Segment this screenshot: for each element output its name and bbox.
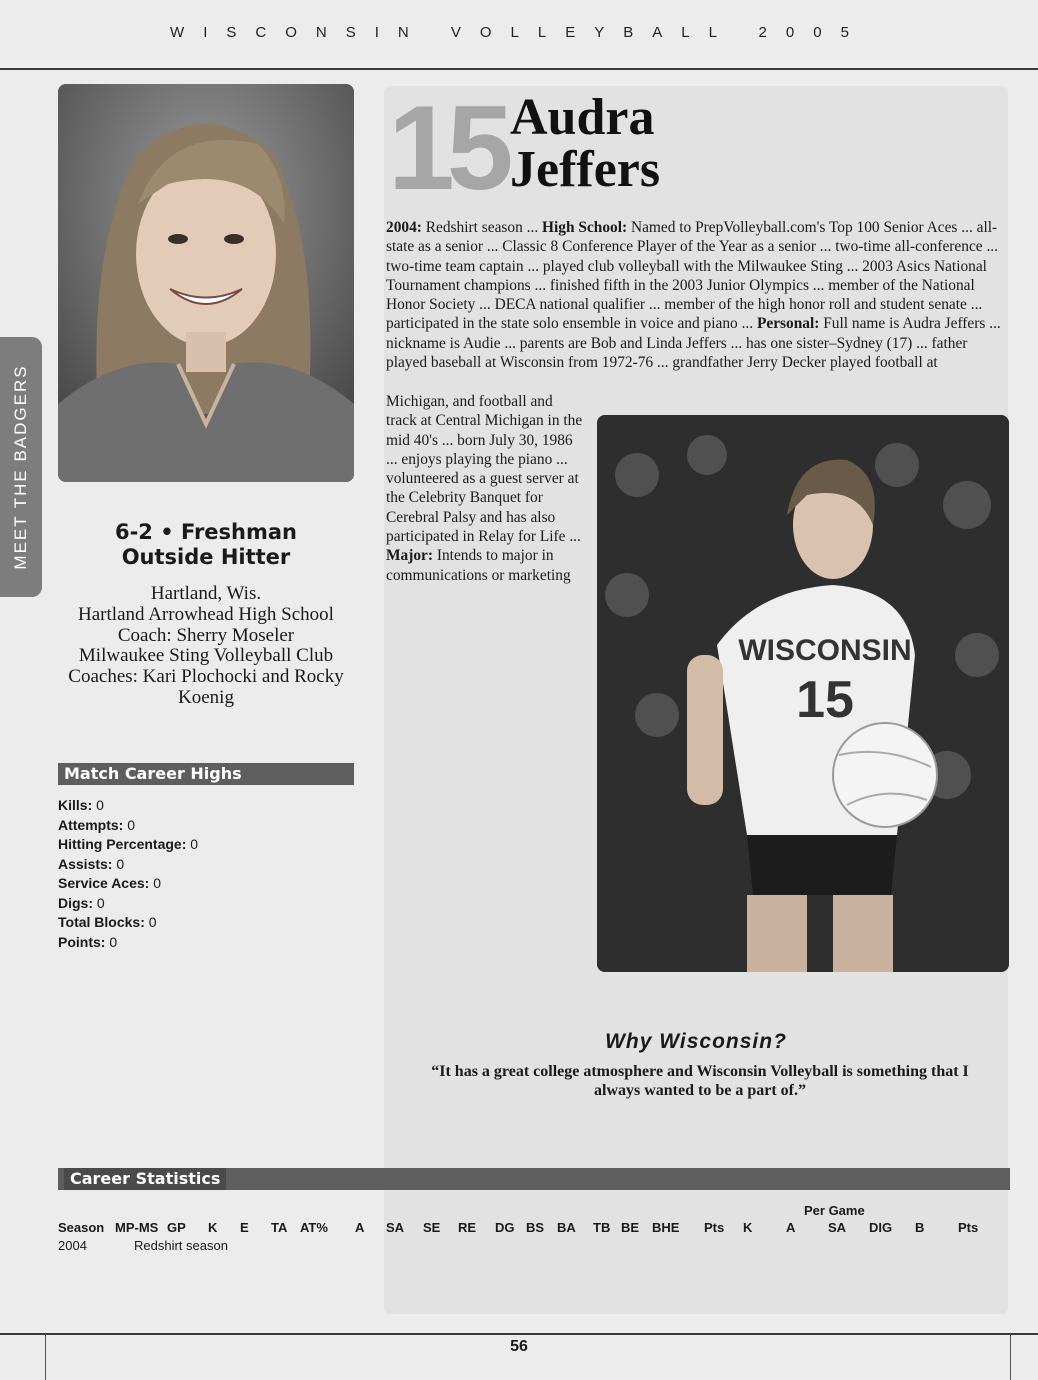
- career-highs-header: [58, 763, 354, 785]
- col-header: SA: [386, 1220, 405, 1235]
- player-last-name: Jeffers: [510, 141, 661, 198]
- note-cell: Redshirt season: [134, 1238, 228, 1253]
- bio-label: 2004:: [386, 219, 422, 236]
- col-header: MP-MS: [115, 1220, 159, 1235]
- table-row: [0, 1238, 1038, 1258]
- col-header: K: [743, 1220, 753, 1235]
- portrait-illustration: [58, 84, 354, 482]
- stat-line: Service Aces: 0: [58, 875, 162, 891]
- col-header: TB: [593, 1220, 611, 1235]
- hometown-info: [58, 584, 354, 709]
- stat-line: Assists: 0: [58, 855, 125, 872]
- career-stats-header: [58, 1168, 1010, 1190]
- hometown-line: Milwaukee Sting Volleyball Club: [78, 645, 334, 667]
- hometown-line: Hartland Arrowhead High School: [78, 603, 334, 625]
- section-tab-label: MEET THE BADGERS: [11, 364, 30, 570]
- career-stats-title: Career Statistics: [64, 1168, 226, 1190]
- header-rule: [0, 68, 1038, 70]
- col-header: E: [240, 1220, 249, 1235]
- page-number: 56: [510, 1338, 528, 1355]
- col-header: BS: [526, 1220, 545, 1235]
- stat-line: Kills: 0: [58, 797, 104, 813]
- col-header: RE: [458, 1220, 477, 1235]
- bio-label: Major:: [386, 547, 433, 565]
- player-name: [510, 89, 661, 198]
- per-game-label: Per Game: [804, 1203, 865, 1218]
- col-header: SA: [828, 1220, 847, 1235]
- col-header: AT%: [300, 1220, 328, 1235]
- col-header: A: [355, 1220, 365, 1235]
- jersey-num: 15: [796, 671, 854, 729]
- col-header: BHE: [652, 1220, 680, 1235]
- stat-line: Points: 0: [58, 933, 118, 950]
- stat-line: Total Blocks: 0: [58, 914, 157, 930]
- col-header: A: [786, 1220, 796, 1235]
- running-header: WISCONSIN VOLLEYBALL 2005: [170, 24, 868, 41]
- why-wisconsin-quote: “It has a great college atmosphere and Wisconsin Volleyball is something that I always wanted to be a part of.”: [431, 1063, 969, 1099]
- col-header: K: [208, 1220, 218, 1235]
- hometown-line: Hartland, Wis.: [150, 583, 262, 604]
- col-header: Pts: [704, 1220, 725, 1235]
- jersey-number: 15: [388, 81, 506, 215]
- action-photo: [597, 415, 1009, 972]
- hometown-line: Coach: Sherry Moseler: [117, 624, 295, 646]
- bio-label: High School:: [542, 219, 628, 236]
- player-first-name: Audra: [510, 89, 655, 146]
- col-header: B: [915, 1220, 925, 1235]
- jersey-text: WISCONSIN: [738, 634, 912, 667]
- season-cell: 2004: [58, 1238, 87, 1253]
- col-header: TA: [271, 1220, 288, 1235]
- col-header: DG: [495, 1220, 515, 1235]
- bio-text: 2004: Redshirt season ... High School: Named to PrepVolleyball.com's Top 100 Senior Aces ... all-state as a senior ... Classic 8 Conference Player of the Year as a senior ... two-time all-conference ... two-time team captain ... played club volleyball with the Milwaukee Sting ... 2003 Asics National Tournament champions ... finished fifth in the 2003 Junior Olympics ... member of the National Honor Society ... DECA national qualifier ... member of the high honor roll and student senate ... participated in the state solo ensemble in voice and piano ... Personal: Full name is Audra Jeffers ... nickname is Audie ... parents are Bob and Linda Jeffers ... has one sister–Sydney (17) ... father played baseball at Wisconsin from 1972-76 ... grandfather Jerry Decker played football at: [386, 219, 1001, 372]
- col-header: Season: [58, 1220, 105, 1235]
- career-highs-list: [58, 796, 358, 952]
- stat-line: Digs: 0: [58, 894, 105, 911]
- action-illustration: [597, 415, 1009, 972]
- bio-label: Personal:: [756, 315, 820, 333]
- career-highs-title: Match Career Highs: [64, 764, 242, 783]
- portrait-photo: [58, 84, 354, 482]
- stat-line: Hitting Percentage: 0: [58, 836, 199, 852]
- position: Outside Hitter: [121, 545, 291, 569]
- col-header: GP: [167, 1220, 186, 1235]
- col-header: Pts: [958, 1220, 979, 1235]
- col-header: DIG: [869, 1220, 893, 1235]
- footer-rule: [0, 1333, 1038, 1335]
- stats-table-header: [0, 1220, 1038, 1240]
- why-wisconsin-title: Why Wisconsin?: [605, 1030, 787, 1053]
- position-info: [58, 520, 354, 570]
- hometown-line: Coaches: Kari Plochocki and Rocky Koenig: [68, 666, 344, 708]
- col-header: SE: [423, 1220, 441, 1235]
- stat-line: Attempts: 0: [58, 816, 136, 833]
- col-header: BA: [557, 1220, 576, 1235]
- height-class: 6-2 • Freshman: [114, 520, 298, 544]
- bio-text-continued: Michigan, and football and track at Central Michigan in the mid 40's ... born July 30, 1986 ... enjoys playing the piano ... volunteered as a guest server at the Celebrity Banquet for Cerebral Palsy and has also participated in Relay for Life ... Major: Intends to major in communications or marketing: [386, 393, 583, 584]
- section-tab: [0, 337, 42, 597]
- col-header: BE: [621, 1220, 640, 1235]
